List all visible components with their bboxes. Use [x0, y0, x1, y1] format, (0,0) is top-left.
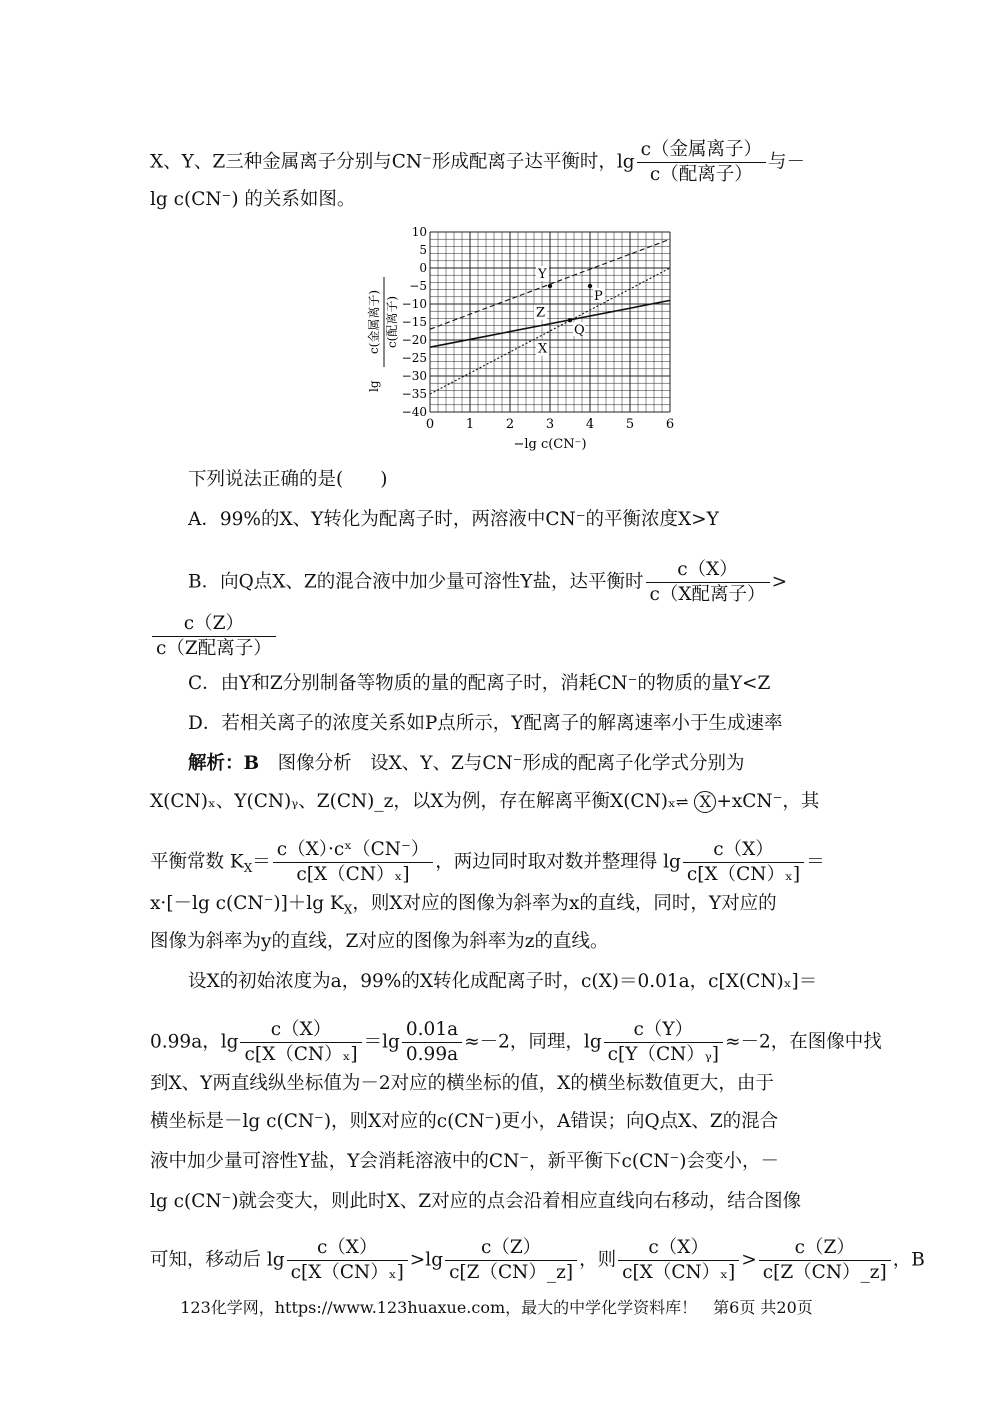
p2-text-d: ≈－2，在图像中找 [725, 1031, 882, 1053]
option-b-text: B．向Q点X、Z的混合液中加少量可溶性Y盐，达平衡时 [188, 571, 644, 593]
p2-g2 [445, 1236, 577, 1285]
y-tick-label: −30 [401, 369, 427, 383]
analysis-p2-line-2 [150, 1018, 882, 1067]
x-tick-label: 6 [665, 417, 675, 432]
y-tick-label: −20 [401, 333, 427, 347]
intro-line-2: lg c(CN⁻) 的关系如图。 [150, 189, 356, 210]
svg-text:lg: lg [367, 380, 381, 392]
p2-text-c: ≈－2，同理，lg [464, 1031, 602, 1053]
p2-g1 [287, 1236, 408, 1285]
intro-frac-num: c（金属离子） [637, 138, 766, 163]
p2-frac-2-den: 0.99a [405, 1044, 459, 1065]
y-tick-label: −10 [401, 297, 427, 311]
p2-g3-den: c[X（CN）ₓ] [622, 1262, 736, 1283]
analysis-eq-3: ＝ [252, 851, 271, 873]
option-c: C．由Y和Z分别制备等物质的量的配离子时，消耗CN⁻的物质的量Y<Z [188, 673, 771, 694]
chart-ticks [402, 225, 674, 432]
lg-fraction [683, 838, 804, 887]
analysis-text-4a: x·[－lg c(CN⁻)]＋lg K [150, 893, 344, 914]
p2-g2-num: c（Z） [445, 1236, 577, 1261]
x-tick-label: 4 [585, 417, 595, 432]
point-label-P: P [594, 289, 603, 304]
page-footer: 123化学网，https://www.123huaxue.com，最大的中学化学资料库！ 第6页 共20页 [180, 1298, 813, 1317]
p2-g2-den: c[Z（CN）_z] [449, 1262, 574, 1283]
analysis-text-3b: ，两边同时取对数并整理得 lg [435, 851, 681, 873]
analysis-line-2 [150, 788, 850, 816]
option-b-frac-1-num: c（X） [646, 558, 770, 583]
y-axis-label [366, 277, 399, 392]
line-label-X: X [538, 341, 548, 357]
intro-text-a: X、Y、Z三种金属离子分别与CN⁻形成配离子达平衡时，lg [150, 151, 635, 173]
svg-text:c(金属离子): c(金属离子) [367, 289, 381, 355]
k-frac-num: c（X）·cˣ（CN⁻） [273, 838, 433, 863]
p2-g4 [759, 1236, 891, 1285]
x-tick-label: 2 [505, 417, 515, 432]
circled-x: X [694, 791, 716, 813]
analysis-text-1: 图像分析 设X、Y、Z与CN⁻形成的配离子化学式分别为 [259, 753, 745, 774]
p2-frac-3 [604, 1018, 723, 1067]
p2-g1-num: c（X） [287, 1236, 408, 1261]
p2-l7-a: 可知，移动后 lg [150, 1249, 285, 1271]
analysis-line-3 [150, 838, 850, 887]
line-label-Z: Z [536, 305, 546, 321]
analysis-text-3a: 平衡常数 K [150, 851, 244, 873]
x-tick-label: 1 [465, 417, 475, 432]
option-b-frac-1 [646, 558, 770, 607]
y-tick-label: 5 [419, 243, 427, 257]
graph [360, 222, 690, 462]
p2-frac-2 [402, 1018, 462, 1067]
question-stem: 下列说法正确的是( ) [188, 469, 388, 490]
point-P [588, 284, 592, 288]
analysis-p2-line-3: 到X、Y两直线纵坐标值为－2对应的横坐标的值，X的横坐标数值更大，由于 [150, 1073, 774, 1094]
option-b-line-1 [188, 558, 848, 607]
analysis-line-4 [150, 890, 850, 924]
p2-l7-d: > [741, 1249, 757, 1271]
p2-frac-1-num: c（X） [240, 1018, 361, 1043]
svg-text:c(配离子): c(配离子) [385, 295, 399, 349]
option-b-gt: > [771, 571, 788, 593]
lgk-subscript: X [343, 902, 353, 917]
analysis-p2-line-4: 横坐标是－lg c(CN⁻)，则X对应的c(CN⁻)更小，A错误；向Q点X、Z的混合 [150, 1111, 779, 1132]
y-tick-label: −40 [401, 405, 427, 419]
k-frac-den: c[X（CN）ₓ] [296, 864, 410, 885]
analysis-line-1 [188, 750, 848, 778]
intro-text-b: 与－ [767, 151, 805, 173]
option-b-frac-2 [152, 612, 276, 661]
analysis-text-2a: X(CN)ₓ、Y(CN)ᵧ、Z(CN)_z，以X为例，存在解离平衡X(CN)ₓ [150, 791, 676, 812]
analysis-p2-line-6: lg c(CN⁻)就会变大，则此时X、Z对应的点会沿着相应直线向右移动，结合图像 [150, 1191, 802, 1212]
option-b-frac-2-num: c（Z） [152, 612, 276, 637]
lg-frac-num: c（X） [683, 838, 804, 863]
point-Y-pt [548, 284, 552, 288]
y-tick-label: 0 [419, 261, 427, 275]
p2-g3 [618, 1236, 739, 1285]
lg-frac-den: c[X（CN）ₓ] [686, 864, 801, 885]
chart-grid [430, 232, 670, 412]
analysis-head: 解析：B [188, 753, 260, 774]
p2-l7-b: >lg [409, 1249, 444, 1271]
analysis-text-4b: ，则X对应的图像为斜率为x的直线，同时，Y对应的 [352, 893, 777, 914]
p2-g1-den: c[X（CN）ₓ] [290, 1262, 404, 1283]
analysis-text-2b: +xCN⁻，其 [716, 791, 820, 812]
intro-frac-den: c（配离子） [649, 164, 753, 185]
y-tick-label: −5 [409, 279, 427, 293]
intro-line-1 [150, 138, 850, 187]
p2-text-b: ＝lg [363, 1031, 400, 1053]
x-tick-label: 3 [545, 417, 555, 432]
p2-frac-1 [240, 1018, 361, 1067]
p2-g3-num: c（X） [618, 1236, 739, 1261]
p2-frac-3-den: c[Y（CN）ᵧ] [607, 1044, 719, 1065]
point-label-Q: Q [574, 323, 585, 339]
analysis-p2-line-1: 设X的初始浓度为a，99%的X转化成配离子时，c(X)＝0.01a，c[X(CN)ₓ]＝ [188, 971, 818, 992]
option-b-line-2 [150, 612, 850, 661]
analysis-p2-line-5: 液中加少量可溶性Y盐，Y会消耗溶液中的CN⁻，新平衡下c(CN⁻)会变小，－ [150, 1151, 779, 1172]
y-tick-label: −35 [401, 387, 427, 401]
p2-l7-e: ，B [892, 1249, 925, 1271]
intro-fraction [637, 138, 766, 187]
k-fraction [273, 838, 433, 887]
analysis-eq-3b: ＝ [806, 851, 825, 873]
p2-g4-den: c[Z（CN）_z] [762, 1262, 887, 1283]
p2-text-a: 0.99a，lg [150, 1031, 239, 1053]
p2-l7-c: ，则 [579, 1249, 617, 1271]
point-Q [568, 318, 572, 322]
analysis-line-5: 图像为斜率为y的直线，Z对应的图像为斜率为z的直线。 [150, 931, 609, 952]
p2-g4-num: c（Z） [759, 1236, 891, 1261]
y-tick-label: −15 [401, 315, 427, 329]
p2-frac-3-num: c（Y） [604, 1018, 723, 1043]
p2-frac-1-den: c[X（CN）ₓ] [244, 1044, 358, 1065]
option-b-frac-2-den: c（Z配离子） [156, 638, 272, 659]
line-label-Y: Y [538, 267, 547, 283]
equilibrium-arrow-icon: ⇌ [675, 793, 689, 811]
x-axis-label: −lg c(CN⁻) [513, 437, 587, 452]
x-tick-label: 5 [625, 417, 635, 432]
x-tick-label: 0 [425, 417, 435, 432]
option-a: A．99%的X、Y转化为配离子时，两溶液中CN⁻的平衡浓度X>Y [188, 509, 719, 530]
analysis-p2-line-7 [150, 1236, 925, 1285]
option-b-frac-1-den: c（X配离子） [649, 584, 766, 605]
y-tick-label: 10 [411, 225, 427, 239]
option-d: D．若相关离子的浓度关系如P点所示，Y配离子的解离速率小于生成速率 [188, 713, 783, 734]
y-tick-label: −25 [401, 351, 427, 365]
kx-subscript: X [243, 861, 253, 876]
p2-frac-2-num: 0.01a [402, 1018, 462, 1043]
